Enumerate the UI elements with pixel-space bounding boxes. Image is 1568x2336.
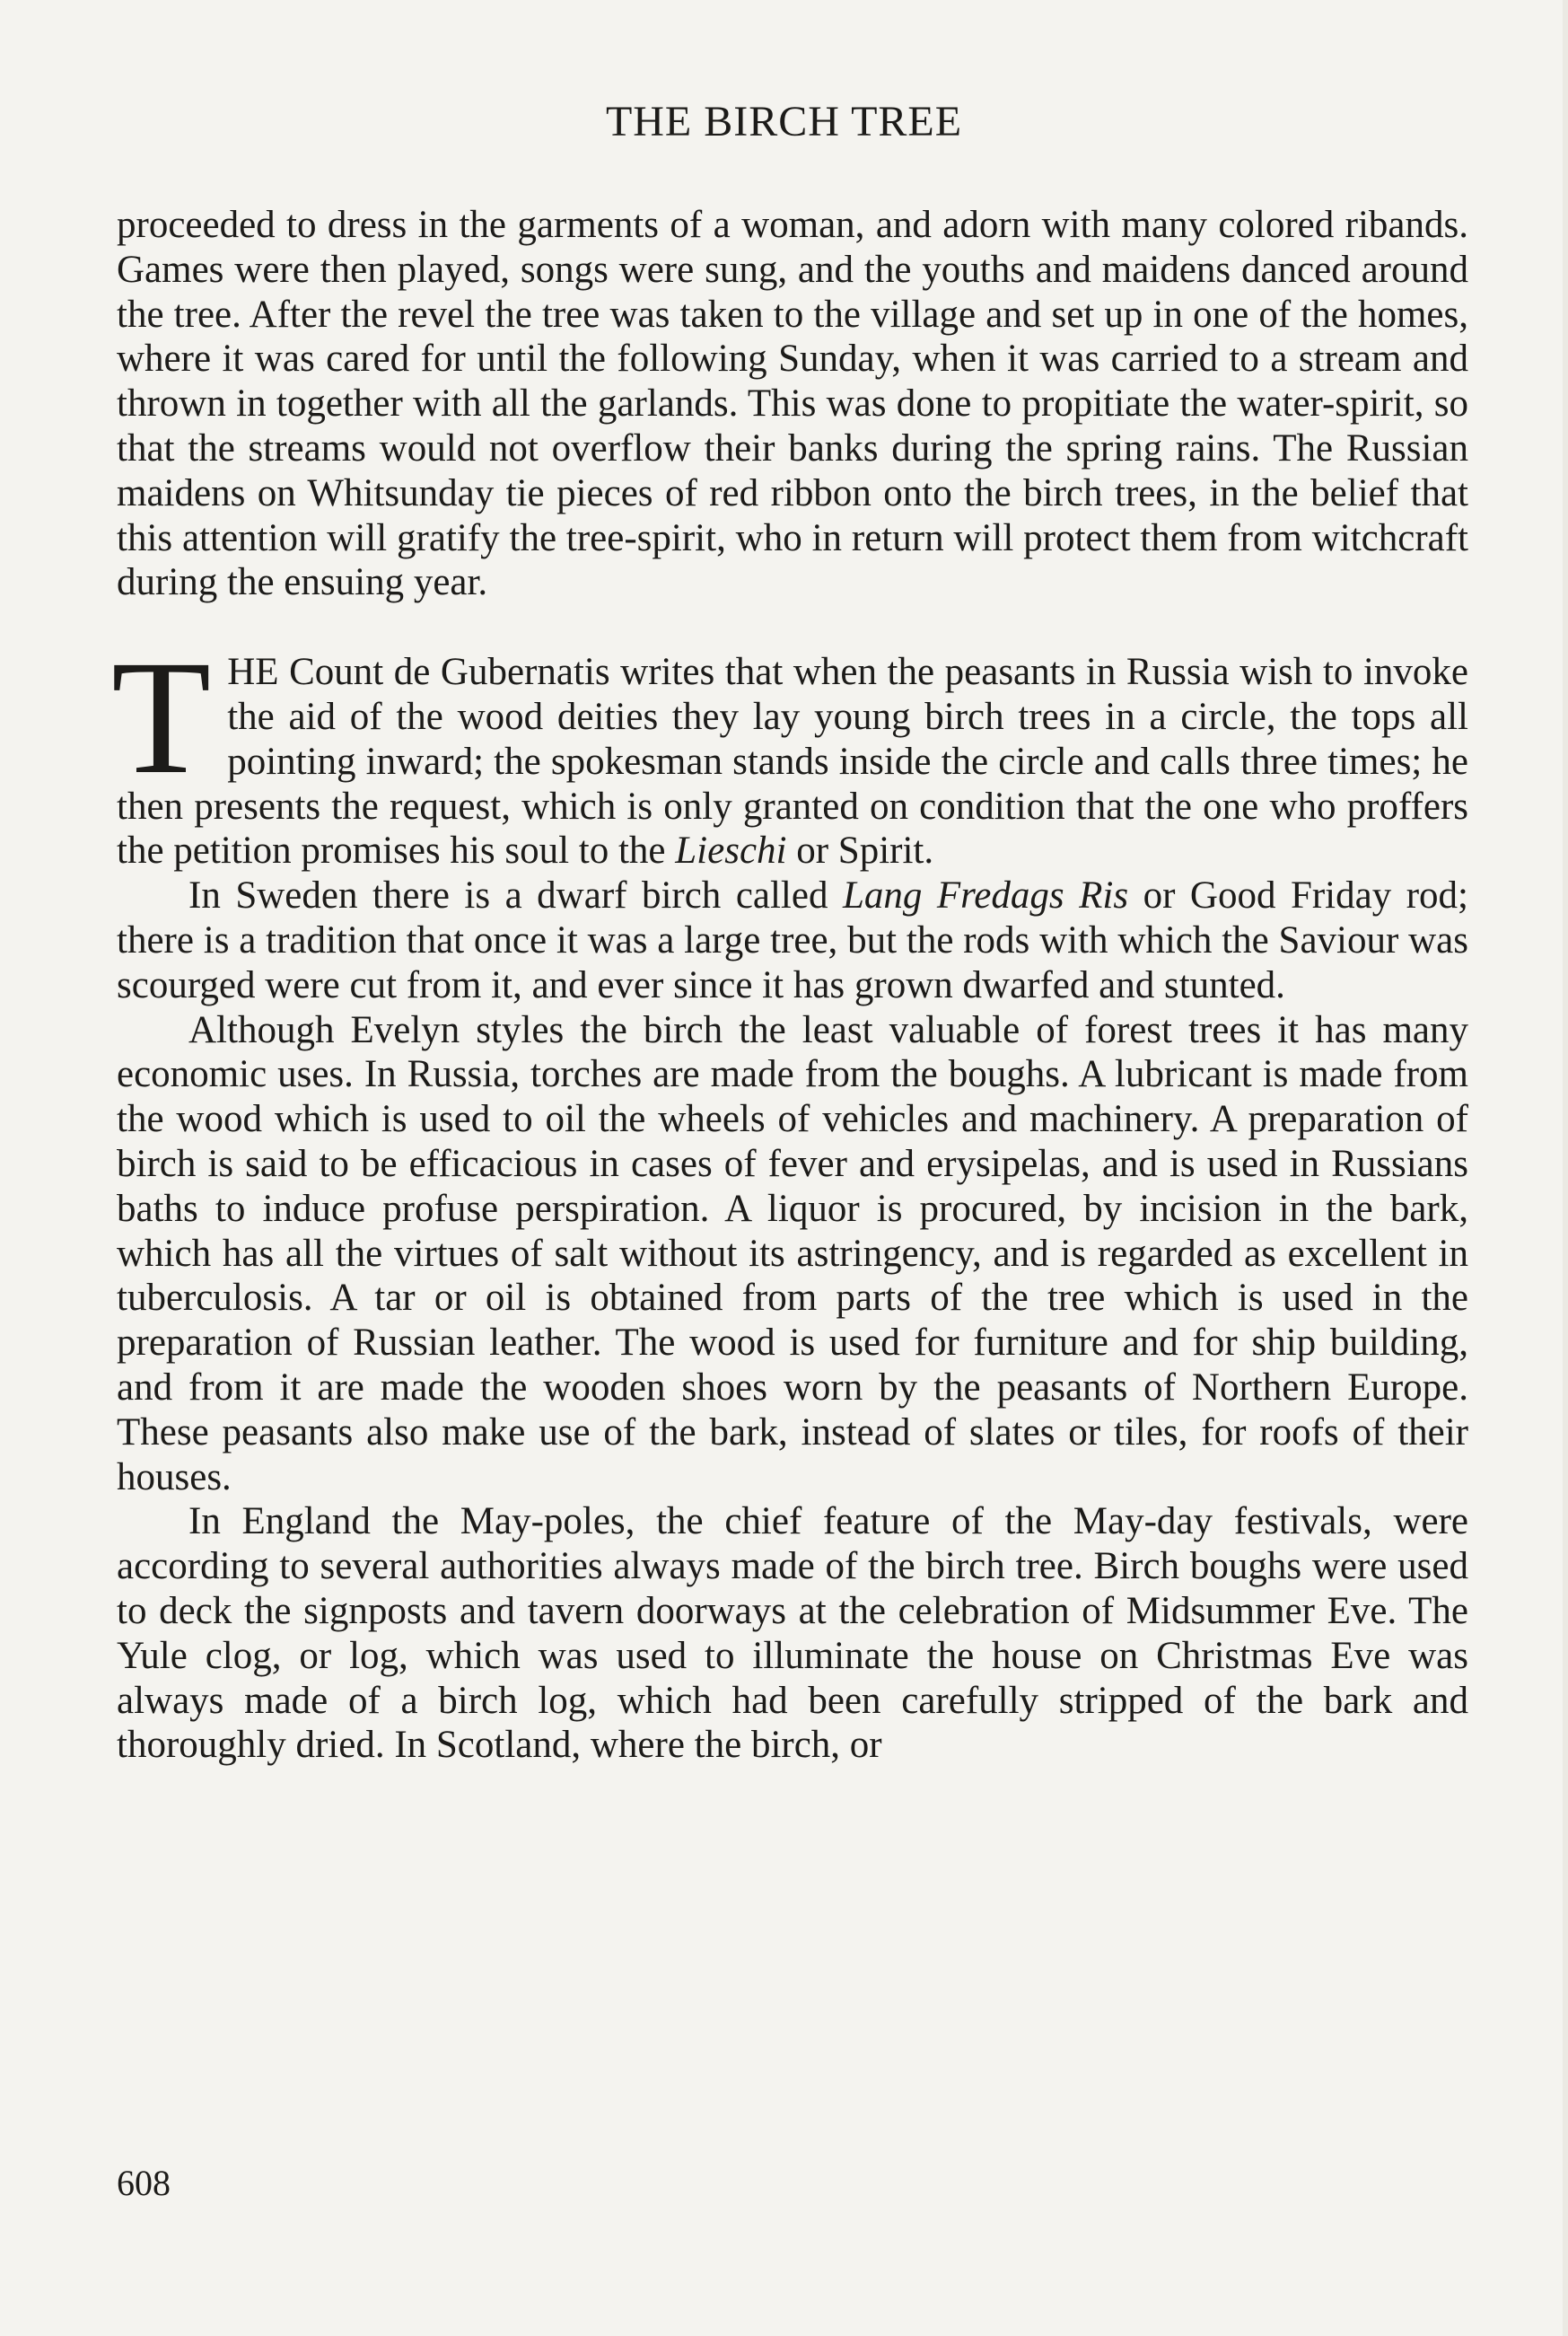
text-block — [111, 203, 1468, 1768]
paragraph-2-italic: Lieschi — [675, 830, 787, 873]
running-head: THE BIRCH TREE — [605, 98, 963, 145]
drop-cap: T — [111, 628, 212, 809]
page-edge — [1563, 0, 1568, 2336]
paragraph-2-text-b: or Spirit. — [786, 830, 934, 873]
paragraph-4: Although Evelyn styles the birch the least valuable of forest trees it has many economic uses. In Russia, torches are made from the boughs. A lubricant is made from the wood which is used to oil the wheels of vehicles and machinery. A preparation of birch is said to be efficacious in cases of fever and erysipelas, and is used in Russians baths to induce profuse perspiration. A liquor is procured, by incision in the bark, which has all the virtues of salt without its astringency, and is regarded as excellent in tuberculosis. A tar or oil is obtained from parts of the tree which is used in the preparation of Russian leather. The wood is used for furniture and for ship building, and from it are made the wooden shoes worn by the peasants of Northern Europe. These peasants also make use of the bark, instead of slates or tiles, for roofs of their houses. — [117, 1008, 1468, 1498]
paragraph-3-text-b: or Good Friday rod; there is a tradition that once it was a large tree, but the rods with which the Saviour was scourged were cut from it, and ever since it has grown dwarfed and stunted. — [117, 874, 1468, 1006]
paragraph-3-text-a: In Sweden there is a dwarf birch called — [188, 874, 843, 918]
paragraph-5: In England the May-poles, the chief feature of the May-day festivals, were according to several authorities always made of the birch tree. Birch boughs were used to deck the signposts and tavern doorways at the celebration of Midsummer Eve. The Yule clog, or log, which was used to illuminate the house on Christmas Eve was always made of a birch log, which had been carefully stripped of the bark and thoroughly dried. In Scotland, where the birch, or — [117, 1500, 1468, 1767]
paragraph-2-text-a: HE Count de Gubernatis writes that when the peasants in Russia wish to invoke the aid of the wood deities they lay young birch trees in a circle, the tops all pointing inward; the spokesman stands inside the circle and calls three times; he then presents the request, which is only granted on condition that the one who proffers the petition promises his soul to the — [117, 651, 1468, 873]
paragraph-3-italic: Lang Fredags Ris — [842, 874, 1129, 918]
paragraph-1: proceeded to dress in the garments of a woman, and adorn with many colored ribands. Games were then played, songs were sung, and the youths and maidens danced around the tree. After the revel the tree was taken to the village and set up in one of the homes, where it was cared for until the following Sunday, when it was carried to a stream and thrown in together with all the garlands. This was done to propitiate the water-spirit, so that the streams would not overflow their banks during the spring rains. The Russian maidens on Whitsunday tie pieces of red ribbon onto the birch trees, in the belief that this attention will gratify the tree-spirit, who in return will protect them from witchcraft during the ensuing year. — [117, 204, 1468, 604]
paragraph-2 — [111, 628, 1468, 874]
paragraph-3 — [117, 874, 1468, 1007]
page-number: 608 — [117, 2163, 171, 2203]
